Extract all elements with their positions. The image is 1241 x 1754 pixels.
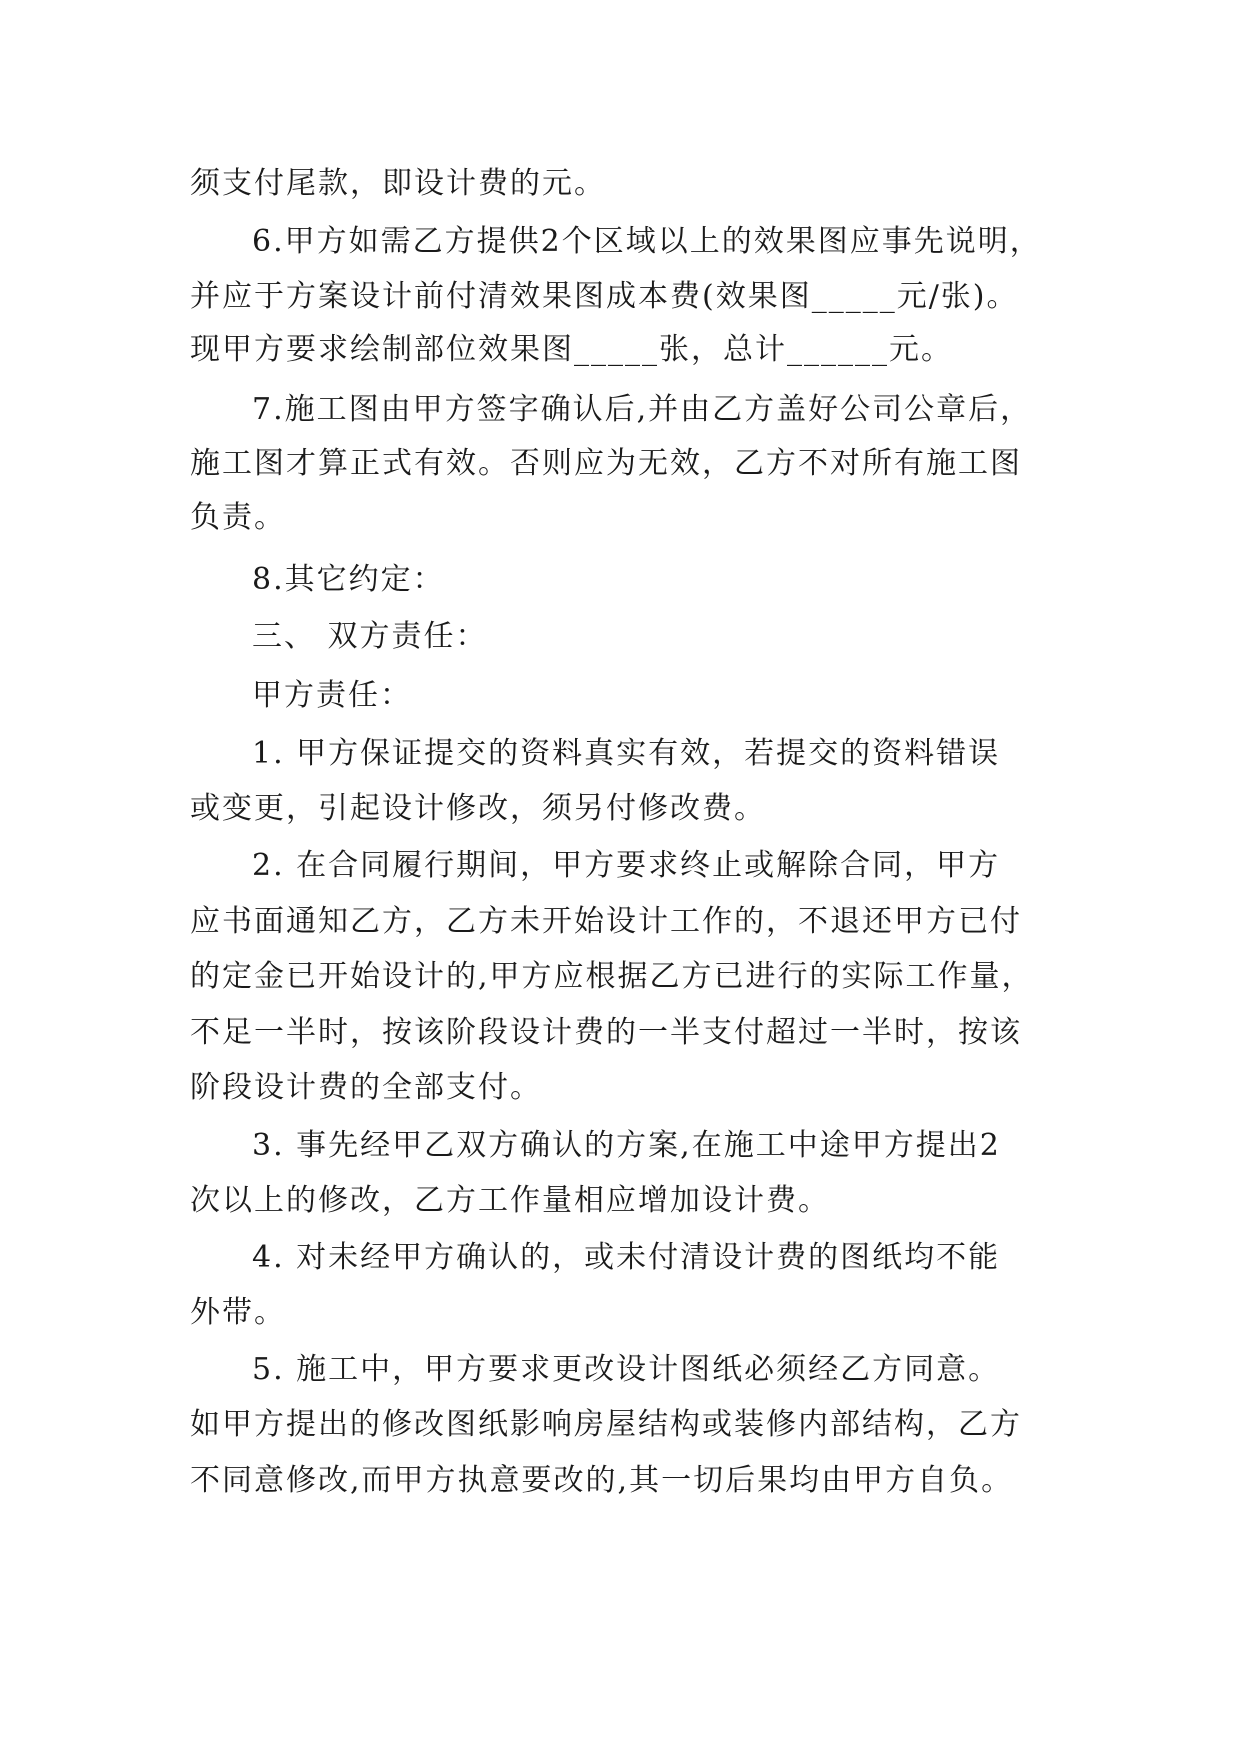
text-line-1: 须支付尾款，即设计费的元。 <box>190 166 606 201</box>
clause-6-line-3: 现甲方要求绘制部位效果图_____张，总计______元。 <box>190 332 953 367</box>
section-heading-3: 三、 双方责任： <box>252 619 488 654</box>
resp-5-line-3: 不同意修改,而甲方执意要改的,其一切后果均由甲方自负。 <box>190 1463 1014 1498</box>
clause-7-line-1: 7.施工图由甲方签字确认后,并由乙方盖好公司公章后， <box>252 392 1033 427</box>
clause-7-line-3: 负责。 <box>190 500 286 535</box>
clause-6-line-2: 并应于方案设计前付清效果图成本费(效果图_____元/张)。 <box>190 279 1019 314</box>
party-a-heading: 甲方责任： <box>252 678 412 713</box>
clause-6-line-1: 6.甲方如需乙方提供2个区域以上的效果图应事先说明， <box>252 224 1042 259</box>
resp-4-line-1: 4. 对未经甲方确认的，或未付清设计费的图纸均不能 <box>252 1240 1001 1275</box>
resp-2-line-3: 的定金已开始设计的,甲方应根据乙方已进行的实际工作量， <box>190 959 1034 994</box>
resp-3-line-1: 3. 事先经甲乙双方确认的方案,在施工中途甲方提出2 <box>252 1128 1001 1163</box>
resp-1-line-1: 1. 甲方保证提交的资料真实有效，若提交的资料错误 <box>252 736 1001 771</box>
resp-1-line-2: 或变更，引起设计修改，须另付修改费。 <box>190 791 766 826</box>
resp-2-line-5: 阶段设计费的全部支付。 <box>190 1070 542 1105</box>
clause-7-line-2: 施工图才算正式有效。否则应为无效，乙方不对所有施工图 <box>190 446 1022 481</box>
resp-2-line-2: 应书面通知乙方，乙方未开始设计工作的，不退还甲方已付 <box>190 904 1022 939</box>
resp-2-line-4: 不足一半时，按该阶段设计费的一半支付超过一半时，按该 <box>190 1015 1022 1050</box>
resp-5-line-1: 5. 施工中，甲方要求更改设计图纸必须经乙方同意。 <box>252 1352 1001 1387</box>
resp-4-line-2: 外带。 <box>190 1295 286 1330</box>
clause-8: 8.其它约定： <box>252 562 445 597</box>
resp-5-line-2: 如甲方提出的修改图纸影响房屋结构或装修内部结构，乙方 <box>190 1407 1022 1442</box>
resp-3-line-2: 次以上的修改，乙方工作量相应增加设计费。 <box>190 1183 830 1218</box>
resp-2-line-1: 2. 在合同履行期间，甲方要求终止或解除合同，甲方 <box>252 848 1001 883</box>
